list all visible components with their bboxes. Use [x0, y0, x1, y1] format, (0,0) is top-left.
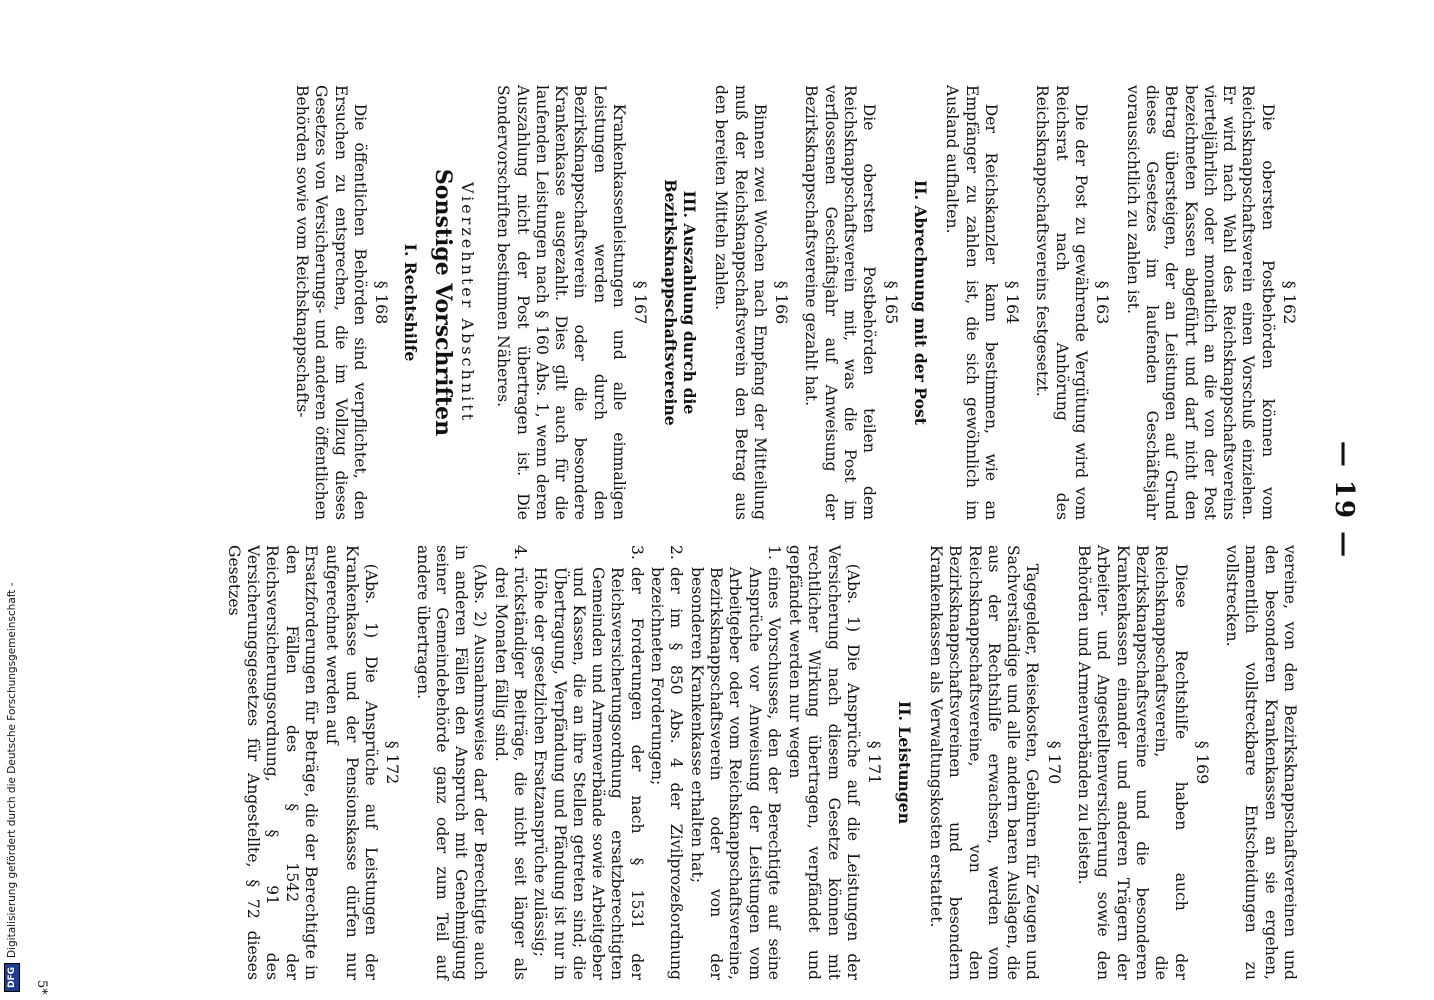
list-item-text: der Forderungen der nach § 1531 der Reichsversicherungsordnung ersatzberechtigten Gemeinden und Armenverbände sowie Arbeitgeber und Kassen, die an ihre Stellen getreten sind; die Übertragung, Verpfändung und Pfändung ist nur in Höhe der gesetzlichen Ersatzansprüche zulässig;: [531, 567, 646, 980]
page-number: — 19 —: [1329, 440, 1359, 560]
dfg-logo: DFG: [4, 963, 20, 992]
chapter-heading: Vierzehnter Abschnitt: [458, 181, 478, 424]
list-item-text: rückständiger Beiträge, die nicht seit länger als drei Monaten fällig sind.: [491, 567, 530, 980]
heading-abrechnung: II. Abrechnung mit der Post: [910, 180, 930, 425]
chapter-title: Sonstige Vorschriften: [429, 168, 456, 437]
list-item: [647, 545, 686, 980]
continued-text: vereine, von den Bezirksknappschaftsvereinen und den besonderen Krankenkassen an sie ergehen, namentlich vollstreckbare Entscheidungen zu vollstrecken.: [1223, 545, 1299, 980]
list-item: [490, 545, 529, 980]
section-171-number: § 171: [865, 740, 885, 785]
section-162-number: § 162: [1280, 280, 1299, 325]
section-172-item: Ersatzforderungen für Beträge, die der Berechtigte in den Fällen des § 1542 der Reichsversicherungsordnung, § 91 des Versicherungsgesetzes für Angestellte, § 72 dieses Gesetzes: [224, 545, 321, 980]
section-164-text: Der Reichskanzler kann bestimmen, wie an Empfänger zu zahlen ist, die sich gewöhnlich im Ausland aufhalten.: [943, 85, 1000, 520]
list-item-text: der im § 850 Abs. 4 der Zivilprozeßordnung bezeichneten Forderungen;: [648, 567, 686, 980]
section-172-number: § 172: [383, 740, 403, 785]
section-169-number: § 169: [1192, 740, 1212, 785]
section-168-text: Die öffentlichen Behörden sind verpflichtet, den Ersuchen zu entsprechen, die im Vollzug dieses Gesetzes von Versicherungs- und anderen öffentlichen Behörden sowie vom Reichsknappschafts-: [292, 85, 369, 520]
section-169-text: Diese Rechtshilfe haben auch der Reichsknappschaftsverein, die Bezirksknappschaftsvereine und die besonderen Krankenkassen einander und anderen Trägern der Arbeiter- und Angestelltenversicherung sowie den Behörden und Armenverbänden zu leisten.: [1075, 545, 1190, 980]
section-170-text: Tagegelder, Reisekosten, Gebühren für Zeugen und Sachverständige und alle andern baren Auslagen, die aus der Rechtshilfe erwachsen, werden vom Reichsknappschaftsvereine, von den Bezirksknappschaftsvereinen und besondern Krankenkassen als Verwaltungskosten erstattet.: [926, 545, 1042, 980]
section-162-text: Die obersten Postbehörden können vom Reichsknappschaftsverein einen Vorschuß einziehen. Er wird nach Wahl des Reichsknappschaftsvereins vierteljährlich oder monatlich an die von der Post bezeichneten Kassen abgeführt und darf nicht den Betrag übersteigen, der an Leistungen auf Grund dieses Gesetzes im laufenden Geschäftsjahr voraussichtlich zu zahlen ist.: [1123, 85, 1277, 520]
section-165-text: Die obersten Postbehörden teilen dem Reichsknappschaftsverein mit, was die Post im verflossenen Geschäftsjahr auf Anweisung der Bezirksknappschaftsvereine gezahlt hat.: [802, 85, 879, 520]
section-171-intro: (Abs. 1) Die Ansprüche auf die Leistungen der Versicherung nach diesem Gesetze können mit rechtlicher Wirkung übertragen, verpfändet und gepfändet werden nur wegen: [786, 545, 863, 980]
section-168-number: § 168: [372, 280, 392, 325]
section-171-abs2: (Abs. 2) Ausnahmsweise darf der Berechtigte auch in anderen Fällen den Anspruch mit Genehmigung seiner Gemeindebehörde ganz oder zum Teil auf andere übertragen.: [413, 545, 490, 980]
heading-rechtshilfe: I. Rechtshilfe: [401, 243, 421, 362]
section-163-text: Die der Post zu gewährende Vergütung wird vom Reichsrat nach Anhörung des Reichsknappschaftsvereins festgesetzt.: [1033, 85, 1091, 520]
heading-leistungen: II. Leistungen: [894, 700, 914, 825]
credit-text: Digitalisierung gefördert durch die Deutsche Forschungsgemeinschaft -: [6, 582, 18, 958]
section-163-number: § 163: [1093, 280, 1113, 325]
section-165-number: § 165: [881, 280, 901, 325]
section-164-number: § 164: [1003, 280, 1023, 325]
left-column: [290, 85, 1299, 520]
list-item-number: 4.: [511, 545, 530, 560]
section-167-number: § 167: [631, 280, 651, 325]
right-column: [222, 545, 1299, 980]
list-item-number: 3.: [627, 545, 646, 560]
section-167-text: Krankenkassenleistungen und alle einmaligen Leistungen werden durch den Bezirksknappschaftsverein oder die besondere Krankenkasse ausgezahlt. Dies gilt auch für die laufenden Leistungen nach § 160 Abs. 1, wenn deren Auszahlung nicht der Post übertragen ist. Die Sondervorschriften bestimmen Näheres.: [494, 85, 629, 520]
section-170-number: § 170: [1044, 740, 1064, 785]
list-item: [686, 545, 782, 980]
list-item-number: 1.: [764, 545, 783, 560]
digitization-credit: [0, 0, 24, 1000]
signature-mark: 5*: [34, 980, 49, 995]
section-166-text: Binnen zwei Wochen nach Empfang der Mitteilung muß der Reichsknappschaftsverein den Betrag aus den bereiten Mitteln zahlen.: [712, 85, 769, 520]
heading-auszahlung: III. Auszahlung durch die Bezirksknappschaftsvereine: [660, 179, 699, 426]
list-item-number: 2.: [667, 545, 686, 560]
section-172-text: (Abs. 1) Die Ansprüche auf Leistungen der Krankenkasse und der Pensionskasse dürfen nur aufgerechnet werden auf: [323, 545, 380, 980]
list-item-text: eines Vorschusses, den der Berechtigte auf seine Ansprüche vor Anweisung der Leistungen vom Arbeitgeber oder vom Reichsknappschaftsvereine, Bezirksknappschaftsverein oder von der besonderen Krankenkasse erhalten hat;: [687, 567, 783, 980]
list-item: [530, 545, 646, 980]
section-166-number: § 166: [772, 280, 792, 325]
